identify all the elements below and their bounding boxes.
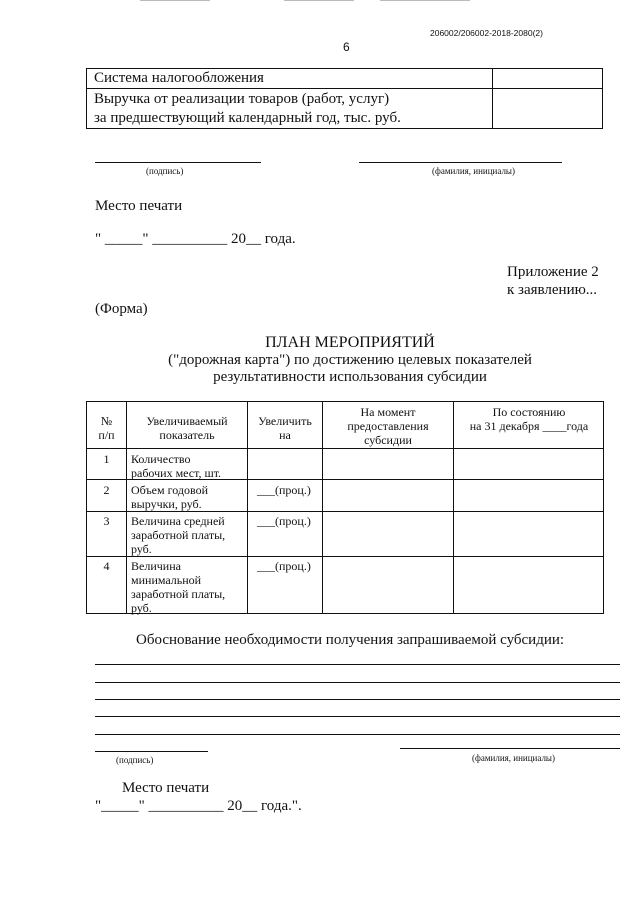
row-indicator: Объем годовой выручки, руб. bbox=[131, 483, 208, 511]
table-divider bbox=[87, 556, 603, 557]
document-id: 206002/206002-2018-2080(2) bbox=[430, 28, 543, 38]
header-as-of: По состоянию на 31 декабря ____года bbox=[469, 405, 589, 433]
justification-line bbox=[95, 682, 620, 683]
name-line bbox=[359, 162, 562, 163]
tax-system-label: Система налогообложения bbox=[94, 70, 264, 86]
name-caption: (фамилия, инициалы) bbox=[432, 166, 515, 176]
table-divider bbox=[87, 448, 603, 449]
row-num: 2 bbox=[103, 483, 110, 497]
justification-line bbox=[95, 699, 620, 700]
table-divider bbox=[492, 69, 493, 128]
row-indicator: Величина средней заработной платы, руб. bbox=[131, 514, 226, 556]
row-increase: ___(проц.) bbox=[257, 559, 311, 573]
table-divider bbox=[87, 88, 602, 89]
name-caption: (фамилия, инициалы) bbox=[472, 753, 555, 763]
justification-line bbox=[95, 664, 620, 665]
table-divider bbox=[87, 511, 603, 512]
signature-caption: (подпись) bbox=[146, 166, 184, 176]
justification-label: Обоснование необходимости получения запрашиваемой субсидии: bbox=[136, 632, 565, 648]
revenue-label-line1: Выручка от реализации товаров (работ, услуг) bbox=[94, 91, 390, 107]
row-indicator: Количество рабочих мест, шт. bbox=[131, 452, 222, 480]
scan-mark bbox=[140, 0, 210, 1]
date-line: " _____" __________ 20__ года. bbox=[95, 231, 296, 247]
stamp-place: Место печати bbox=[122, 780, 210, 796]
signature-line bbox=[95, 162, 261, 163]
signature-caption: (подпись) bbox=[116, 755, 154, 765]
signature-line bbox=[95, 751, 208, 752]
tax-info-table bbox=[86, 68, 603, 129]
date-line: "_____" __________ 20__ года.". bbox=[95, 798, 302, 814]
table-divider bbox=[453, 402, 454, 613]
header-increase: Увеличить на bbox=[258, 414, 312, 442]
page-number: 6 bbox=[343, 40, 350, 54]
header-indicator: Увеличиваемый показатель bbox=[146, 414, 228, 442]
header-at-moment: На момент предоставления субсидии bbox=[347, 405, 429, 447]
name-line bbox=[400, 748, 620, 749]
row-num: 4 bbox=[103, 559, 110, 573]
scan-mark bbox=[284, 0, 354, 1]
justification-line bbox=[95, 716, 620, 717]
row-num: 1 bbox=[103, 452, 110, 466]
header-num: № п/п bbox=[98, 414, 115, 442]
row-increase: ___(проц.) bbox=[257, 514, 311, 528]
plan-subtitle-line2: результативности использования субсидии bbox=[213, 369, 487, 385]
row-indicator: Величина минимальной заработной платы, руб. bbox=[131, 559, 226, 615]
plan-title: ПЛАН МЕРОПРИЯТИЙ bbox=[265, 334, 435, 351]
plan-subtitle-line1: ("дорожная карта") по достижению целевых показателей bbox=[168, 352, 532, 368]
plan-table bbox=[86, 401, 604, 614]
appendix-title: Приложение 2 bbox=[507, 264, 599, 280]
justification-line bbox=[95, 734, 620, 735]
appendix-ref: к заявлению... bbox=[507, 282, 598, 298]
row-num: 3 bbox=[103, 514, 110, 528]
row-increase: ___(проц.) bbox=[257, 483, 311, 497]
stamp-place: Место печати bbox=[95, 198, 183, 214]
revenue-label-line2: за предшествующий календарный год, тыс. руб. bbox=[94, 110, 401, 126]
form-label: (Форма) bbox=[95, 301, 148, 317]
scan-mark bbox=[380, 0, 470, 1]
